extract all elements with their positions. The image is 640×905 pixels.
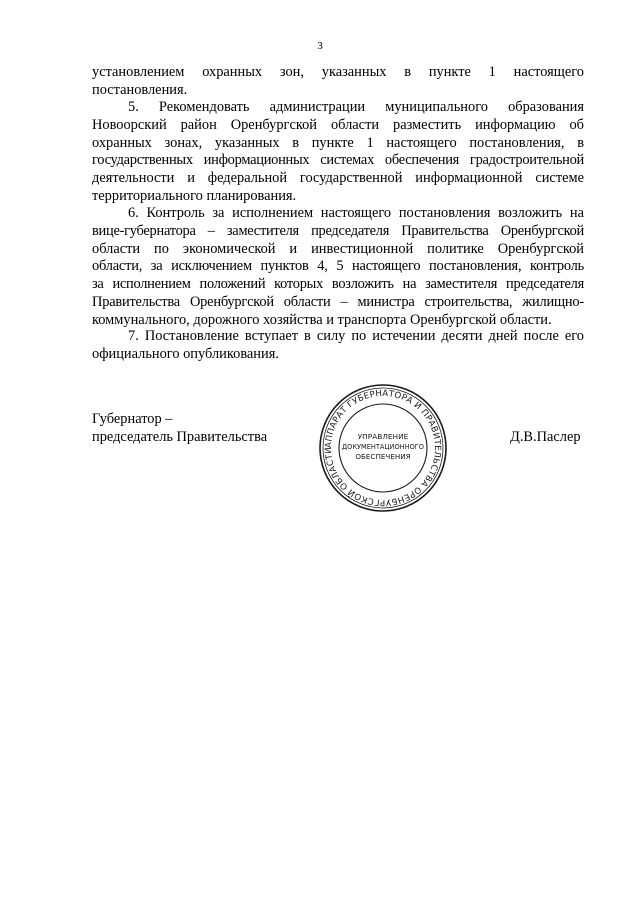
text-line: Новоорский район Оренбургской области разместить информацию об [92, 116, 584, 133]
text-line: вице-губернатора – заместителя председателя Правительства Оренбургской [92, 222, 584, 239]
text-line: постановления. [92, 81, 188, 98]
text-line: 6. Контроль за исполнением настоящего постановления возложить на [128, 205, 584, 221]
paragraph-6 [92, 205, 584, 330]
text-line: 7. Постановление вступает в силу по истечении десяти дней после его [128, 328, 584, 344]
page-number: 3 [317, 40, 323, 52]
official-seal [318, 383, 448, 513]
seal-center-line-3: ОБЕСПЕЧЕНИЯ [355, 452, 411, 461]
text-line: государственных информационных системах обеспечения градостроительной [92, 152, 584, 169]
paragraph-1 [92, 64, 584, 100]
text-line: коммунального, дорожного хозяйства и транспорта Оренбургской области. [92, 311, 552, 328]
text-line: деятельности и федеральной государственной информационной системе [92, 170, 584, 187]
text-line: области, за исключением пунктов 4, 5 настоящего постановления, контроль [92, 258, 584, 275]
seal-ring-text: АППАРАТ ГУБЕРНАТОРА И ПРАВИТЕЛЬСТВА ОРЕНБУРГСКОЙ ОБЛАСТИ [323, 388, 443, 508]
text-line: охранных зонах, указанных в пункте 1 настоящего постановления, в [92, 134, 584, 151]
paragraph-5 [92, 99, 584, 206]
signatory-title [92, 411, 267, 447]
text-line: территориального планирования. [92, 187, 297, 204]
text-line: Правительства Оренбургской области – министра строительства, жилищно- [92, 293, 584, 310]
text-line: 5. Рекомендовать администрации муниципального образования [128, 99, 584, 115]
text-line: установлением охранных зон, указанных в пункте 1 настоящего [92, 64, 584, 80]
paragraph-7 [92, 328, 584, 364]
signatory-name: Д.В.Паслер [510, 429, 581, 445]
text-line: области по экономической и инвестиционной политике Оренбургской [92, 240, 584, 257]
signatory-title-line-1: Губернатор – [92, 411, 173, 427]
text-line: официального опубликования. [92, 345, 279, 362]
signatory-title-line-2: председатель Правительства [92, 428, 268, 445]
seal-center-line-2: ДОКУМЕНТАЦИОННОГО [342, 443, 424, 451]
text-line: за исполнением положений которых возложить на заместителя председателя [92, 276, 584, 293]
seal-center-line-1: УПРАВЛЕНИЕ [357, 432, 409, 441]
